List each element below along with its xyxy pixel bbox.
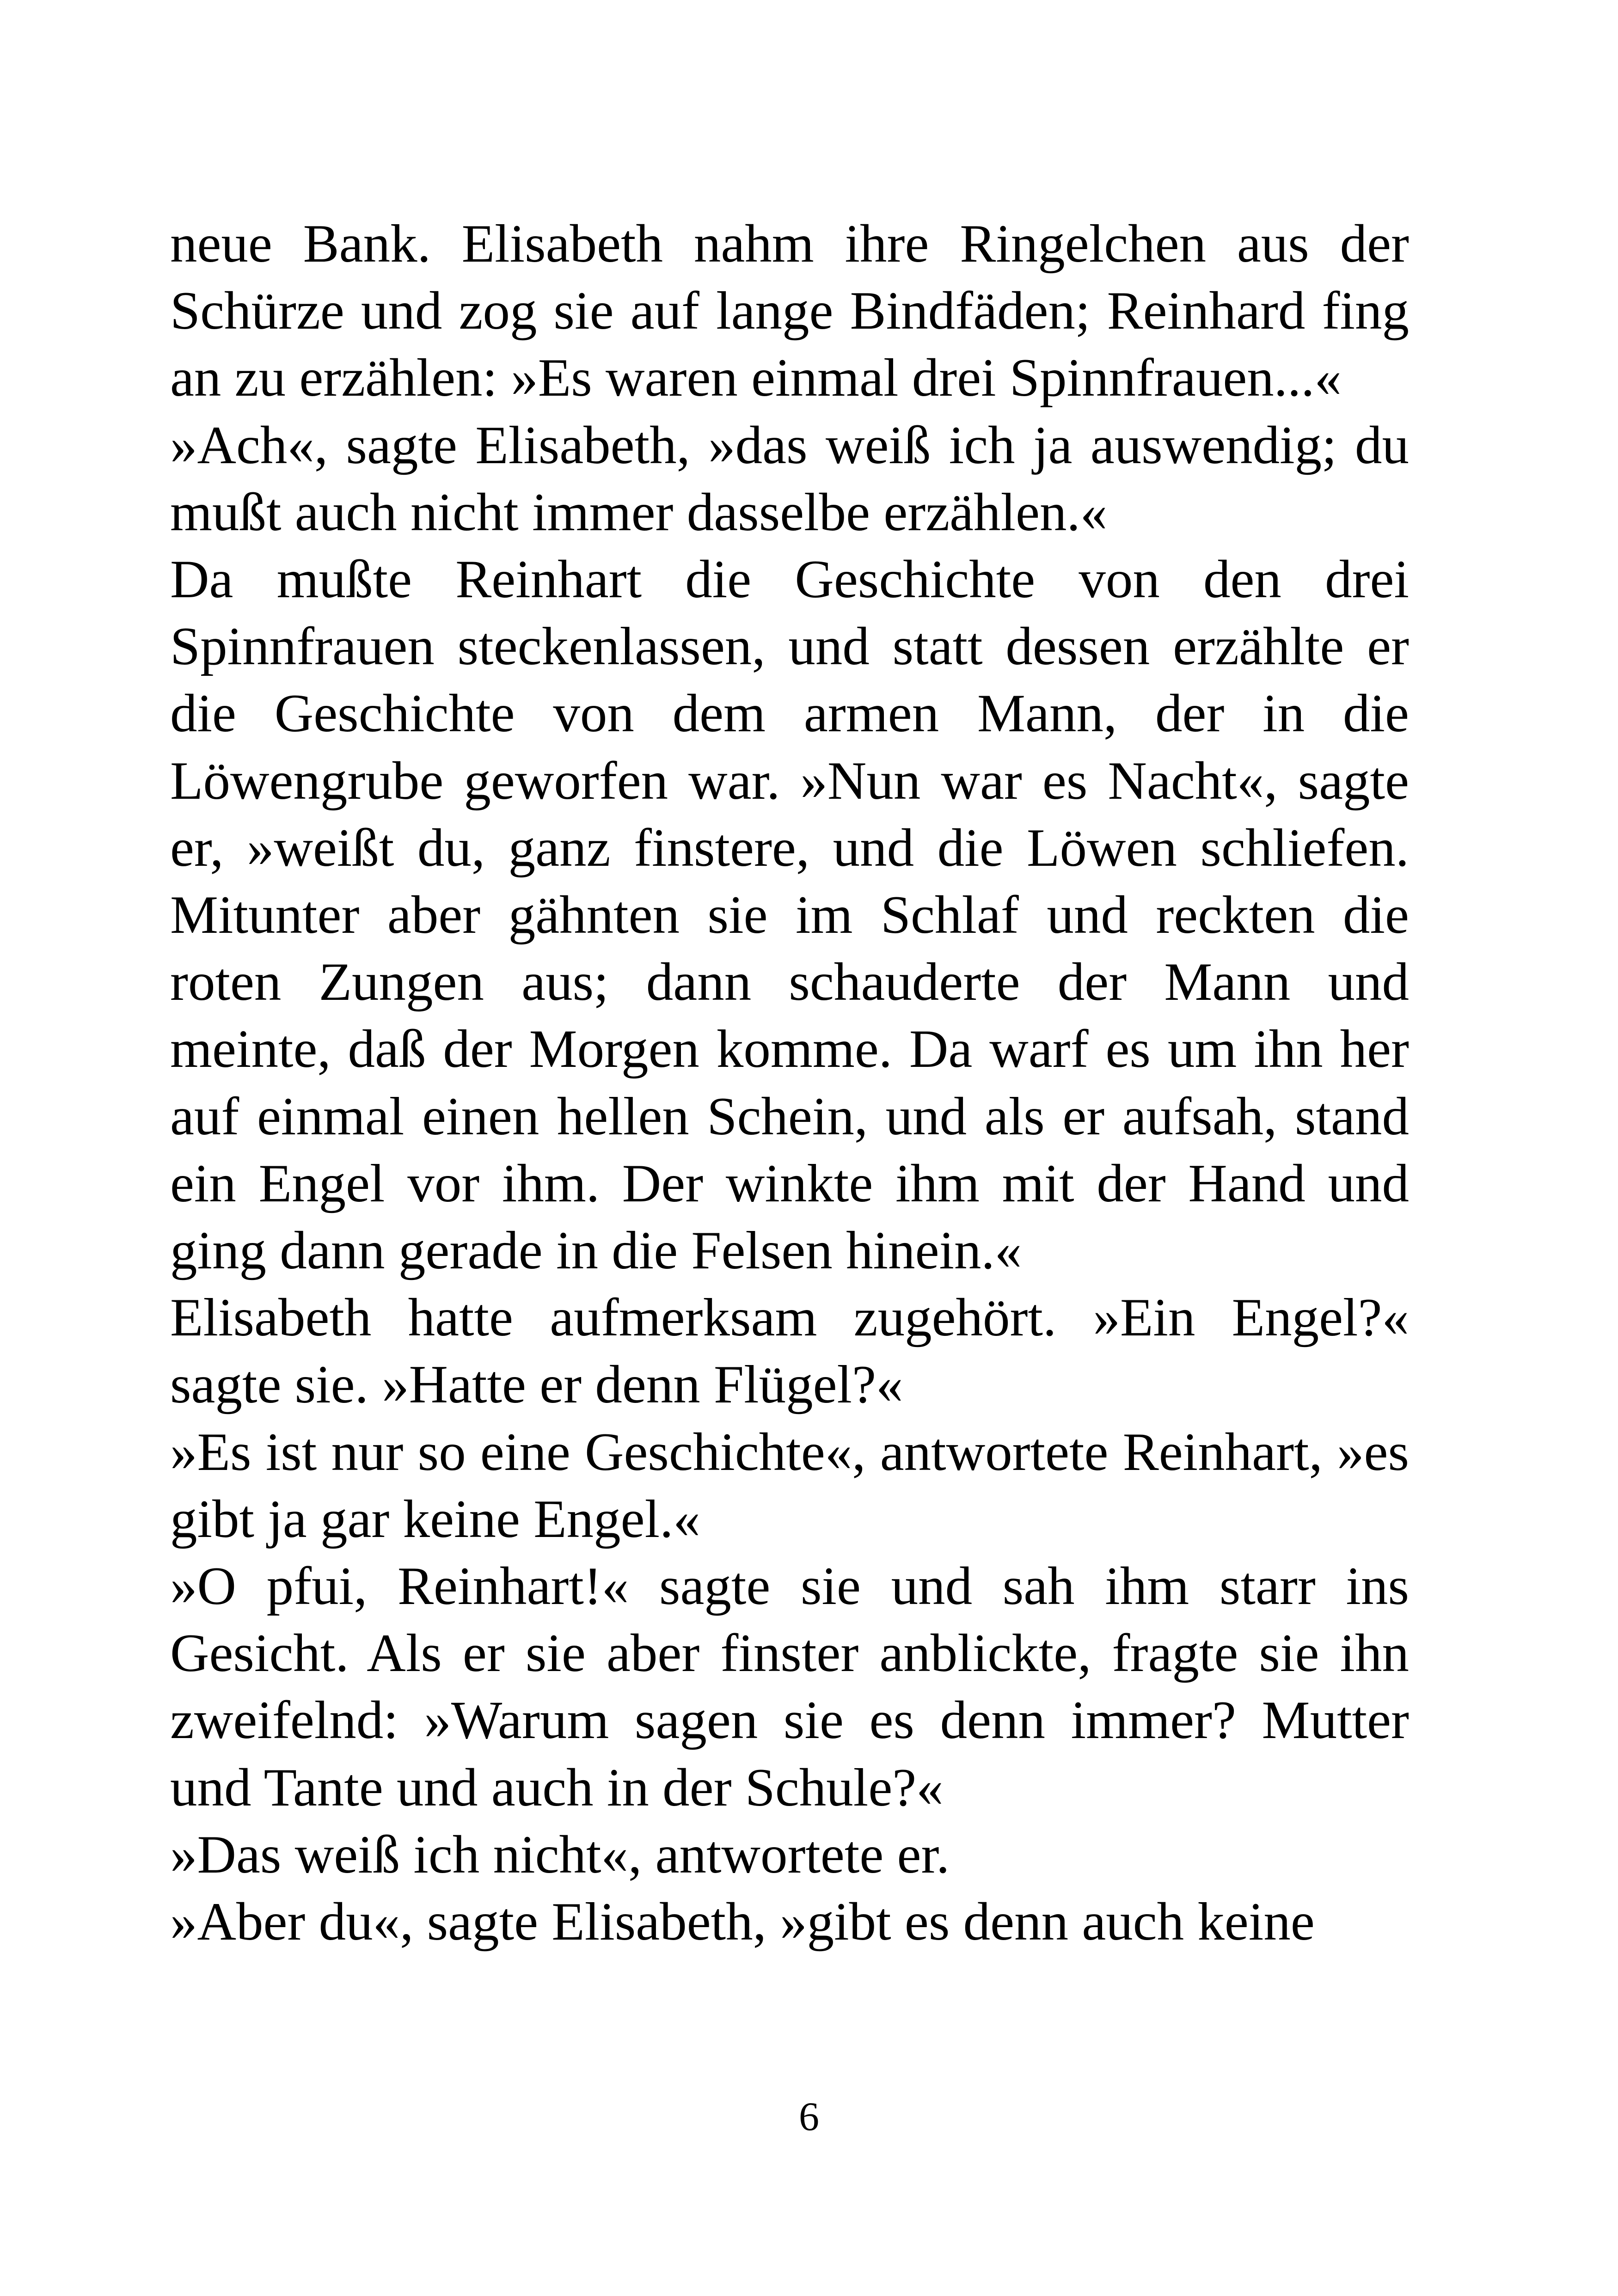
paragraph-4: Elisabeth hatte aufmerksam zugehört. »Ein Engel?« sagte sie. »Hatte er denn Flügel?« (170, 1288, 1409, 1415)
paragraph-3: Da mußte Reinhart die Geschichte von den drei Spinnfrauen steckenlassen, und statt dessen erzählte er die Geschichte von dem armen Mann, der in die Löwengrube geworfen war. »Nun war es Nacht«, sagte er, »weißt du, ganz finstere, und die Löwen schliefen. Mitunter aber gähnten sie im Schlaf und reckten die roten Zungen aus; dann schauderte der Mann und meinte, daß der Morgen komme. Da warf es um ihn her auf einmal einen hellen Schein, und als er aufsah, stand ein Engel vor ihm. Der winkte ihm mit der Hand und ging dann gerade in die Felsen hinein.« (170, 550, 1409, 1281)
paragraph-5: »Es ist nur so eine Geschichte«, antwortete Reinhart, »es gibt ja gar keine Engel.« (170, 1422, 1409, 1549)
body-text (170, 210, 1409, 1955)
paragraph-1: neue Bank. Elisabeth nahm ihre Ringelchen aus der Schürze und zog sie auf lange Bindfäden; Reinhard fing an zu erzählen: »Es waren einmal drei Spinnfrauen...« (170, 214, 1409, 408)
page-number: 6 (799, 2094, 819, 2139)
paragraph-6: »O pfui, Reinhart!« sagte sie und sah ihm starr ins Gesicht. Als er sie aber finster anblickte, fragte sie ihn zweifelnd: »Warum sagen sie es denn immer? Mutter und Tante und auch in der Schule?« (170, 1556, 1409, 1818)
paragraph-8: »Aber du«, sagte Elisabeth, »gibt es denn auch keine (170, 1892, 1315, 1952)
paragraph-2: »Ach«, sagte Elisabeth, »das weiß ich ja auswendig; du mußt auch nicht immer dasselbe erzählen.« (170, 415, 1409, 542)
paragraph-7: »Das weiß ich nicht«, antwortete er. (170, 1825, 950, 1885)
